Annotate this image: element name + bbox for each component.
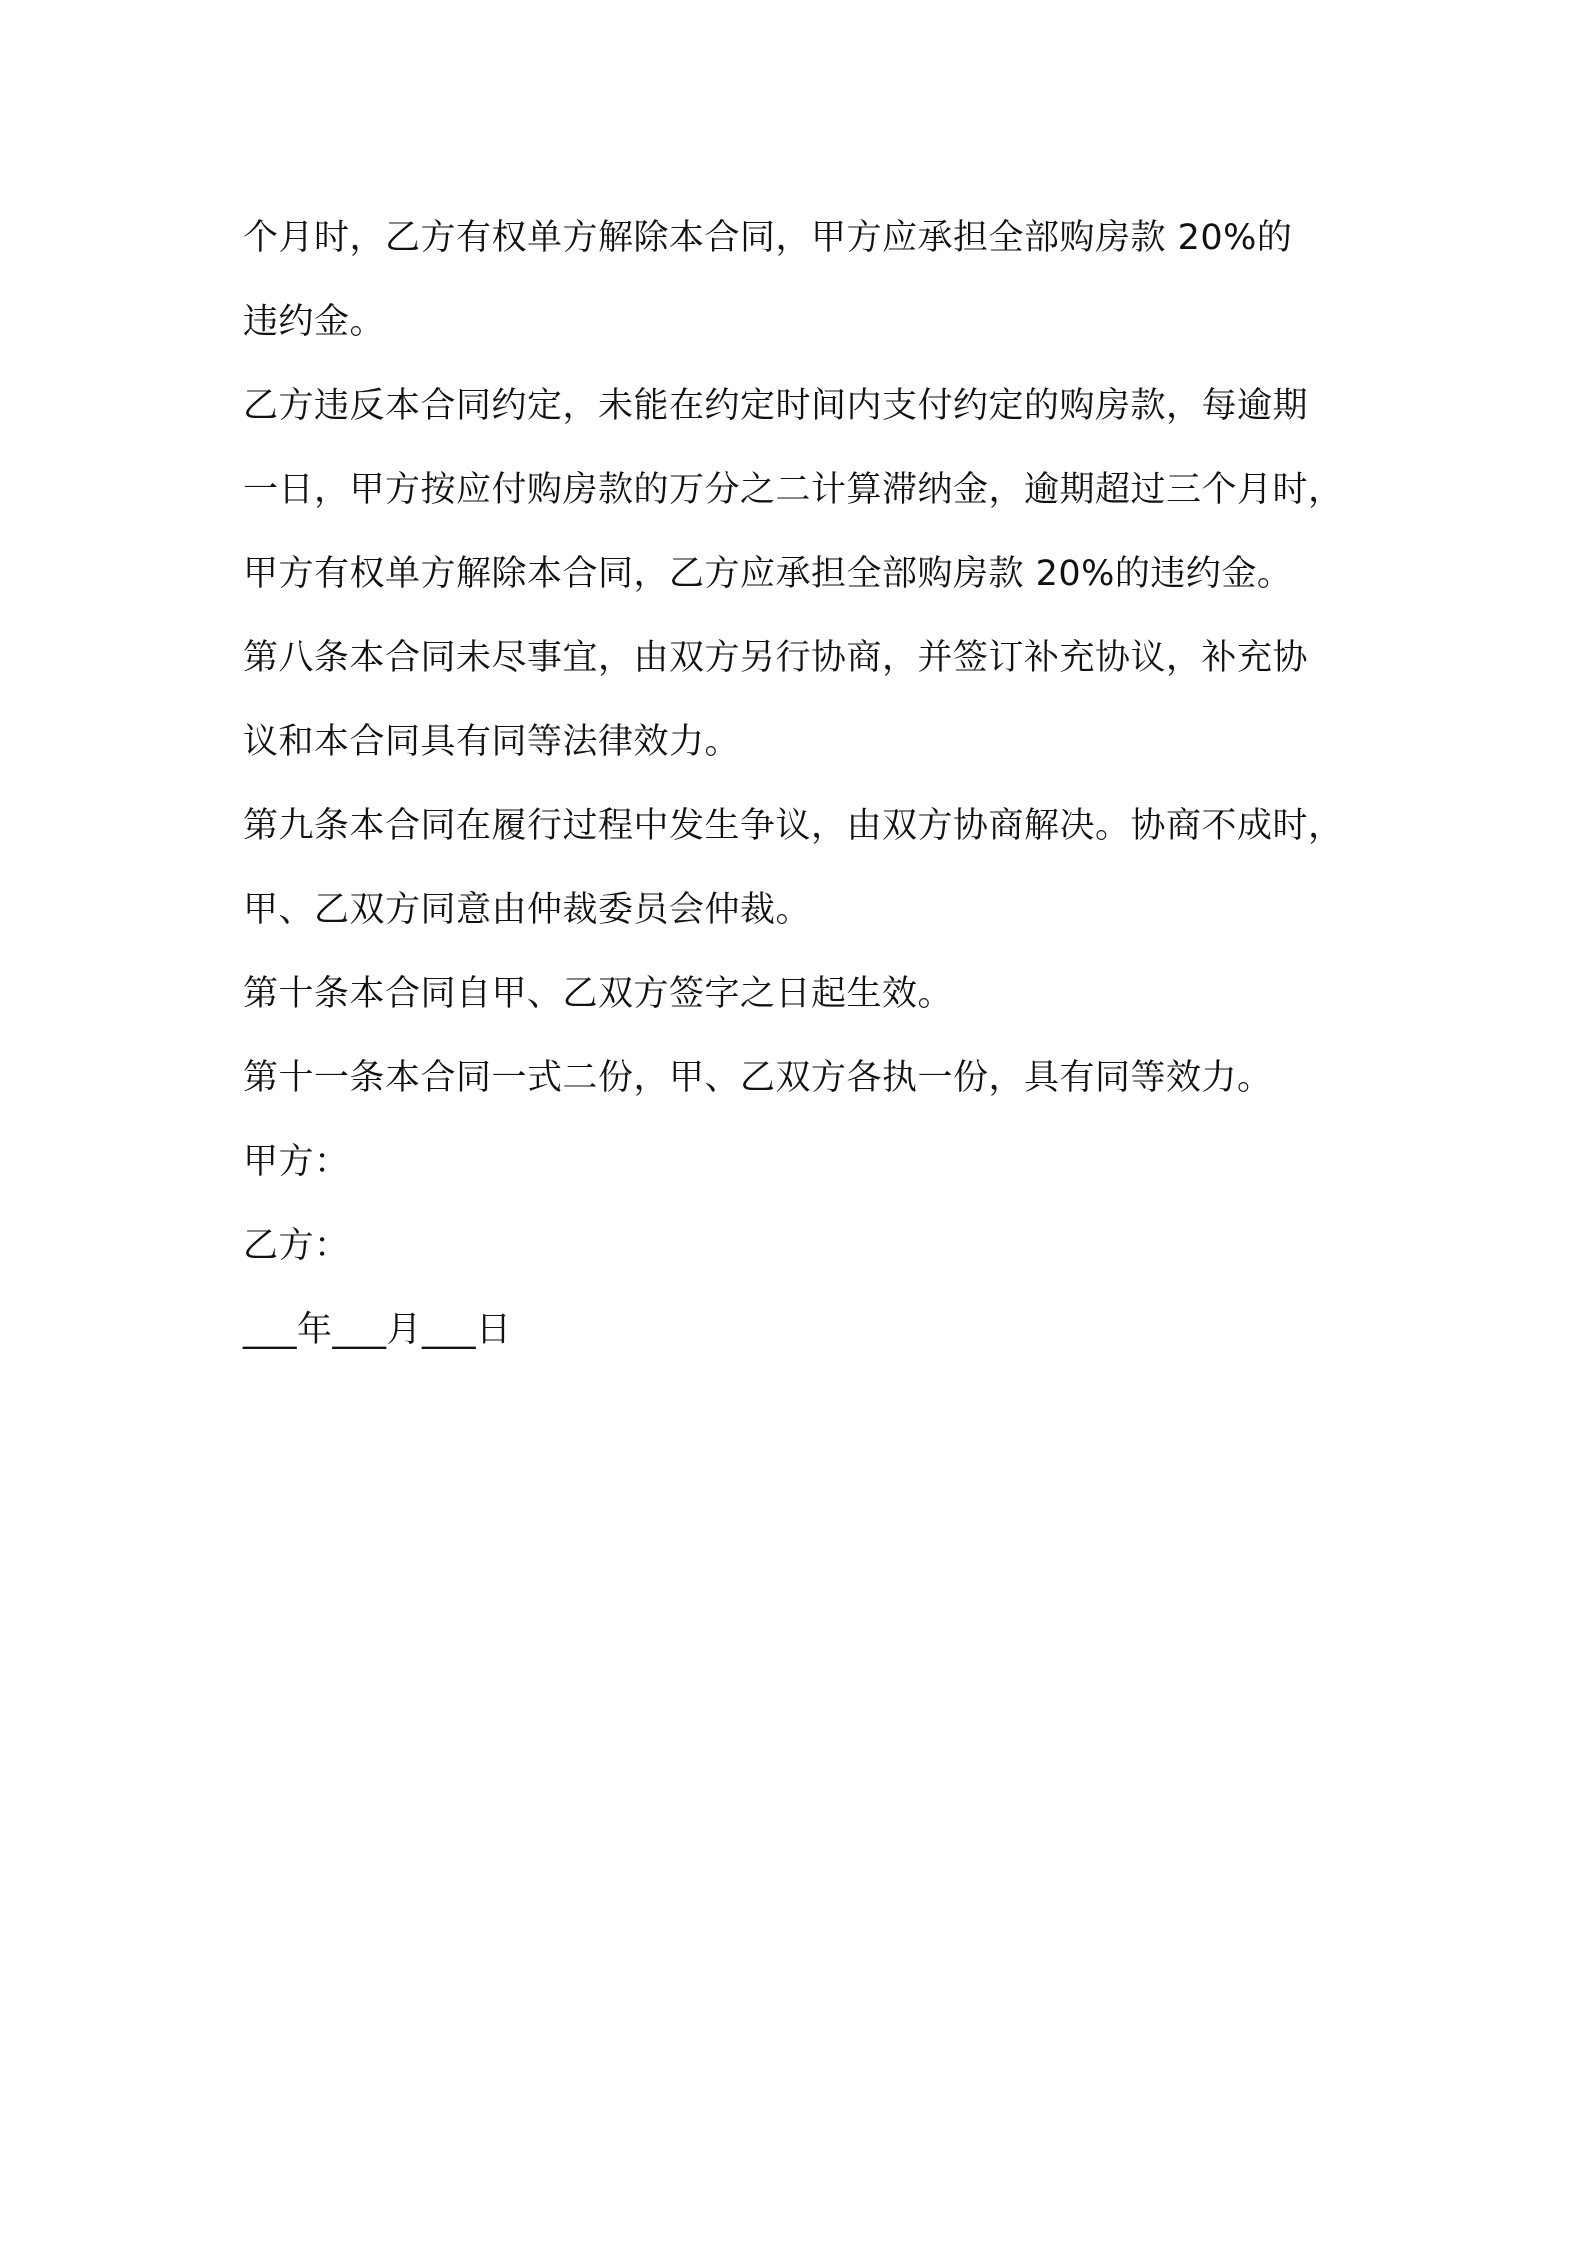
text-line: 第十条本合同自甲、乙双方签字之日起生效。 [243,974,954,1014]
text-line: 第九条本合同在履行过程中发生争议，由双方协商解决。协商不成时， [243,806,1344,846]
text-line: 乙方违反本合同约定，未能在约定时间内支付约定的购房款，每逾期 [243,386,1309,426]
text-line: 违约金。 [243,302,386,342]
text-line: 甲、乙双方同意由仲裁委员会仲裁。 [243,890,812,930]
text-line: 第八条本合同未尽事宜，由双方另行协商，并签订补充协议，补充协 [243,638,1309,678]
party-b-signature-label: 乙方： [243,1226,350,1266]
party-a-signature-label: 甲方： [243,1142,350,1182]
date-line: ___年___月___日 [243,1310,512,1350]
text-line: 甲方有权单方解除本合同，乙方应承担全部购房款 20%的违约金。 [243,554,1293,594]
text-line: 第十一条本合同一式二份，甲、乙双方各执一份，具有同等效力。 [243,1058,1273,1098]
text-line: 一日，甲方按应付购房款的万分之二计算滞纳金，逾期超过三个月时， [243,470,1344,510]
document-body [243,196,1353,1372]
text-line: 个月时，乙方有权单方解除本合同，甲方应承担全部购房款 20%的 [243,218,1293,258]
text-line: 议和本合同具有同等法律效力。 [243,722,741,762]
